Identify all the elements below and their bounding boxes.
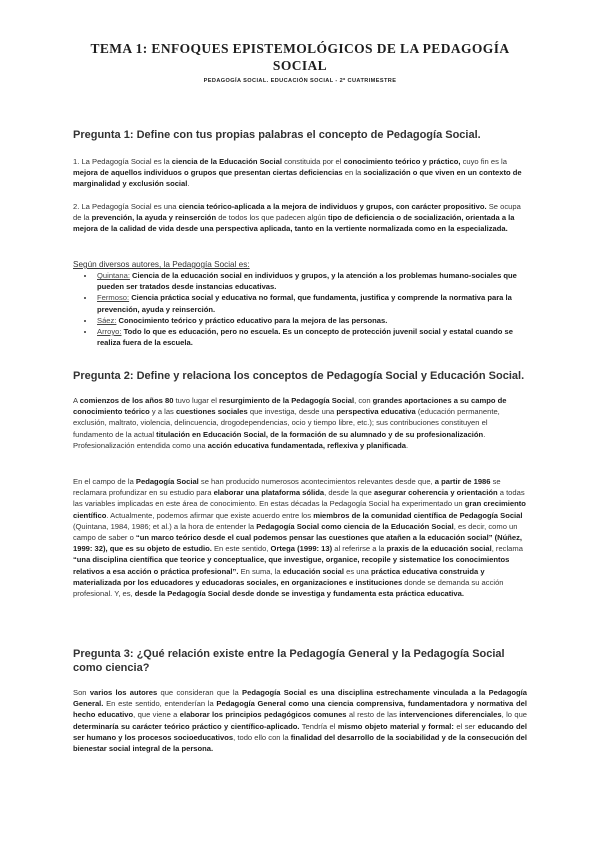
authors-list — [73, 270, 527, 348]
q1-paragraph-2: 2. La Pedagogía Social es una ciencia teórico-aplicada a la mejora de individuos y grupos, con carácter propositivo. Se ocupa de la prevención, la ayuda y reinserción de todos los que padecen algún tipo de deficiencia o de socialización, orientada a la mejora de la calidad de vida desde una perspectiva aplicada, tanto en la vertiente normalizada como en la especializada. — [73, 202, 521, 234]
list-item: • Fermoso: Ciencia práctica social y educativa no formal, que fundamenta, justifica y comprende la normativa para la prevención, ayuda y reinserción. — [95, 292, 527, 314]
document-subtitle: PEDAGOGÍA SOCIAL. EDUCACIÓN SOCIAL - 2º CUATRIMESTRE — [203, 78, 397, 84]
authors-block — [73, 259, 527, 348]
q2-paragraph-2: En el campo de la Pedagogía Social se han producido numerosos acontecimientos relevantes desde que, a partir de 1986 se reclamara profundizar en su estudio para elaborar una plataforma sólida, desde la que asegurar coherencia y orientación a todas las variables implicadas en este área de conocimiento. En estas décadas la Pedagogía Social ha experimentado un gran crecimiento científico. Actualmente, podemos afirmar que existe acuerdo entre los miembros de la comunidad científica de Pedagogía Social (Quintana, 1984, 1986; et al.) a la hora de entender la Pedagogía Social como ciencia de la Educación Social, es decir, como un campo de saber o “un marco teórico desde el cual podemos pensar las cuestiones que atañen a la educación social” (Núñez, 1999: 32), que es su objeto de estudio. En este sentido, Ortega (1999: 13) al referirse a la praxis de la educación social, reclama “una disciplina científica que teorice y conceptualice, que investigue, organice, recopile y sistematice los conocimientos relativos a esa acción o práctica profesional”. En suma, la educación social es una práctica educativa construida y materializada por los educadores y educadoras sociales, en organizaciones e instituciones donde se demanda su acción profesional. Y, es, desde la Pedagogía Social desde donde se investiga y fundamenta esta práctica educativa. — [73, 477, 526, 599]
question-1-section — [73, 128, 527, 142]
list-item: • Sáez: Conocimiento teórico y práctico educativo para la mejora de las personas. — [95, 315, 527, 326]
q1-paragraph-1: 1. La Pedagogía Social es la ciencia de la Educación Social constituida por el conocimiento teórico y práctico, cuyo fin es la mejora de aquellos individuos o grupos que presentan ciertas deficiencias en la socialización o que viven en un contexto de marginalidad y exclusión social. — [73, 157, 522, 189]
document-title: TEMA 1: ENFOQUES EPISTEMOLÓGICOS DE LA PEDAGOGÍA SOCIAL — [90, 41, 510, 73]
question-3-section — [73, 647, 527, 675]
list-item: • Quintana: Ciencia de la educación social en individuos y grupos, y la atención a los problemas humano-sociales que pueden ser tratados desde instancias educativas. — [95, 270, 527, 292]
q2-paragraph-1: A comienzos de los años 80 tuvo lugar el resurgimiento de la Pedagogía Social, con grandes aportaciones a su campo de conocimiento teórico y a las cuestiones sociales que investiga, desde una perspectiva educativa (educación permanente, exclusión, maltrato, violencia, delincuencia, drogodependencias, ocio y tiempo libre, etc.); sus contribuciones constituyen el fundamento de la actual titulación en Educación Social, de la formación de su alumnado y de su profesionalización. Profesionalización entendida como una acción educativa fundamentada, reflexiva y planificada. — [73, 396, 507, 450]
q3-paragraph-1: Son varios los autores que consideran que la Pedagogía Social es una disciplina estrechamente vinculada a la Pedagogía General. En este sentido, entenderían la Pedagogía General como una ciencia comprensiva, fundamentadora y normativa del hecho educativo, que viene a elaborar los principios pedagógicos comunes al resto de las intervenciones diferenciales, lo que determinaría su carácter teórico práctico y científico-aplicado. Tendría el mismo objeto material y formal: el ser educando del ser humano y los procesos socioeducativos, todo ello con la finalidad del desarrollo de la sociabilidad y de la consecución del bienestar social integral de la persona. — [73, 688, 528, 754]
question-1-heading: Pregunta 1: Define con tus propias palabras el concepto de Pedagogía Social. — [73, 129, 481, 141]
question-2-section — [73, 369, 527, 383]
authors-lead: Según diversos autores, la Pedagogía Social es: — [73, 260, 250, 269]
question-2-heading: Pregunta 2: Define y relaciona los conceptos de Pedagogía Social y Educación Social. — [73, 370, 525, 382]
question-3-heading: Pregunta 3: ¿Qué relación existe entre la Pedagogía General y la Pedagogía Social como ciencia? — [73, 648, 505, 674]
list-item: • Arroyo: Todo lo que es educación, pero no escuela. Es un concepto de protección juvenil social y estatal cuando se realiza fuera de la escuela. — [95, 326, 527, 348]
